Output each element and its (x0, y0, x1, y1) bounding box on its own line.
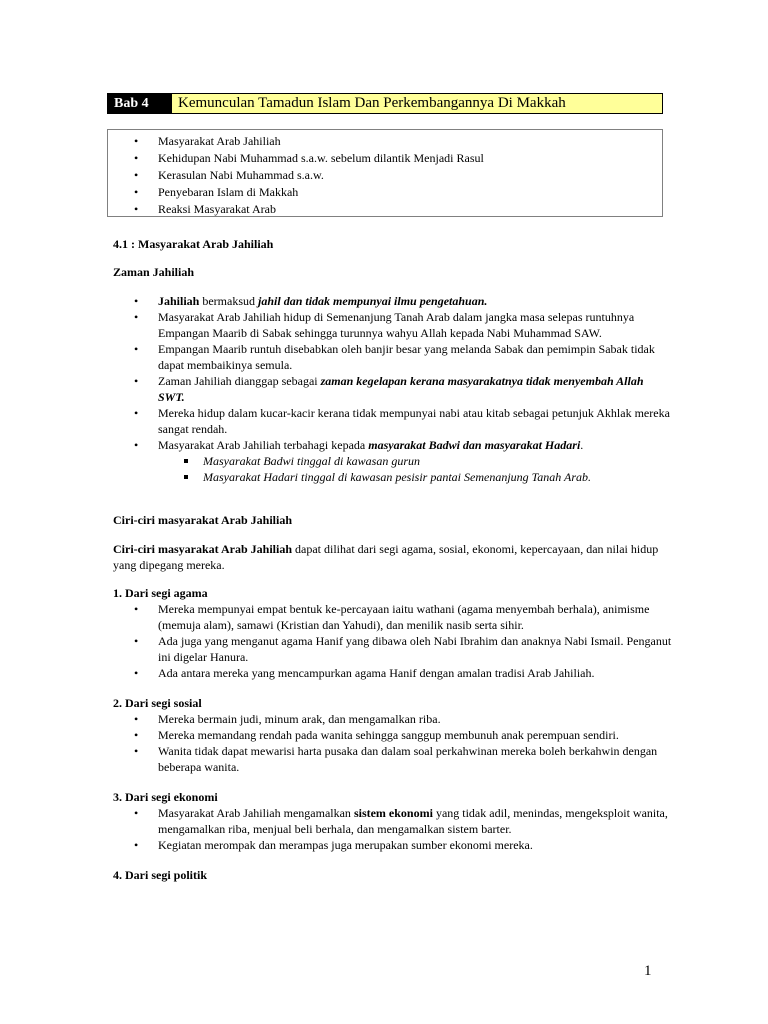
chapter-label: Bab 4 (108, 94, 172, 113)
chapter-title: Kemunculan Tamadun Islam Dan Perkembangannya Di Makkah (172, 94, 662, 113)
ekonomi-list (113, 805, 673, 853)
chapter-outline (107, 129, 663, 217)
list-item: • Ada antara mereka yang mencampurkan agama Hanif dengan amalan tradisi Arab Jahiliah. (113, 665, 673, 681)
emphasis: zaman kegelapan kerana masyarakatnya tidak menyembah Allah SWT. (158, 374, 644, 404)
outline-item: • Penyebaran Islam di Makkah (108, 184, 662, 201)
emphasis: masyarakat Badwi dan masyarakat Hadari (368, 438, 581, 452)
text: Masyarakat Arab Jahiliah mengamalkan (158, 806, 354, 820)
text: Masyarakat Arab Jahiliah terbahagi kepada (158, 438, 369, 452)
emphasis: jahil dan tidak mempunyai ilmu pengetahuan. (258, 294, 488, 308)
list-item (113, 805, 673, 837)
term: Ciri-ciri masyarakat Arab Jahiliah (113, 542, 292, 556)
list-item: • Mereka mempunyai empat bentuk ke-percayaan iaitu wathani (agama menyembah berhala), animisme (memuja alam), samawi (Kristian dan Yahudi), dan menilik nasib serta sihir. (113, 601, 673, 633)
ciri-heading: Ciri-ciri masyarakat Arab Jahiliah (113, 513, 292, 527)
section-title: 4.1 : Masyarakat Arab Jahiliah (113, 237, 274, 251)
list-item (113, 373, 673, 405)
sosial-list (113, 711, 673, 775)
section-subtitle: Zaman Jahiliah (113, 265, 195, 279)
term: Jahiliah (158, 294, 200, 308)
list-item: • Mereka hidup dalam kucar-kacir kerana tidak mempunyai nabi atau kitab sebagai petunjuk Akhlak mereka sangat rendah. (113, 405, 673, 437)
list-item: • Kegiatan merompak dan merampas juga merupakan sumber ekonomi mereka. (113, 837, 673, 853)
agama-list (113, 601, 673, 681)
text: yang tidak adil, menindas, mengeksploit wanita, mengamalkan riba, menjual beli berhala, dan mengamalkan sistem barter. (158, 806, 668, 836)
document-body (113, 236, 673, 883)
text: dapat dilihat dari segi agama, sosial, ekonomi, kepercayaan, dan nilai hidup yang dipegang mereka. (113, 542, 659, 572)
text: . (580, 438, 584, 452)
list-item: • Mereka memandang rendah pada wanita sehingga sanggup membunuh anak perempuan sendiri. (113, 727, 673, 743)
outline-item: • Masyarakat Arab Jahiliah (108, 133, 662, 150)
list-item (113, 437, 673, 453)
list-item: • Masyarakat Arab Jahiliah hidup di Semenanjung Tanah Arab dalam jangka masa selepas runtuhnya Empangan Maarib di Sabak sehingga turunnya wahyu Allah kepada Nabi Muhammad SAW. (113, 309, 673, 341)
politik-heading: 4. Dari segi politik (113, 868, 208, 882)
list-item: • Ada juga yang menganut agama Hanif yang dibawa oleh Nabi Ibrahim dan anaknya Nabi Ismail. Penganut ini digelar Hanura. (113, 633, 673, 665)
sub-list-item: Masyarakat Badwi tinggal di kawasan gurun (113, 453, 673, 469)
list-item: • Wanita tidak dapat mewarisi harta pusaka dan dalam soal perkahwinan mereka boleh berkahwin dengan beberapa wanita. (113, 743, 673, 775)
emphasis: sistem ekonomi (353, 806, 433, 820)
sosial-heading: 2. Dari segi sosial (113, 696, 202, 710)
sub-list (113, 453, 673, 485)
list-item (113, 293, 673, 309)
page-number: 1 (644, 963, 652, 979)
ekonomi-heading: 3. Dari segi ekonomi (113, 790, 218, 804)
text: Zaman Jahiliah dianggap sebagai (158, 374, 321, 388)
outline-item: • Kerasulan Nabi Muhammad s.a.w. (108, 167, 662, 184)
outline-item: • Kehidupan Nabi Muhammad s.a.w. sebelum dilantik Menjadi Rasul (108, 150, 662, 167)
jahiliah-list (113, 293, 673, 453)
chapter-header (107, 93, 663, 114)
list-item: • Empangan Maarib runtuh disebabkan oleh banjir besar yang melanda Sabak dan pemimpin Sabak tidak dapat membaikinya semula. (113, 341, 673, 373)
list-item: • Mereka bermain judi, minum arak, dan mengamalkan riba. (113, 711, 673, 727)
outline-item: • Reaksi Masyarakat Arab (108, 201, 662, 218)
ciri-intro (113, 541, 673, 573)
text: bermaksud (199, 294, 259, 308)
sub-list-item: Masyarakat Hadari tinggal di kawasan pesisir pantai Semenanjung Tanah Arab. (113, 469, 673, 485)
agama-heading: 1. Dari segi agama (113, 586, 208, 600)
